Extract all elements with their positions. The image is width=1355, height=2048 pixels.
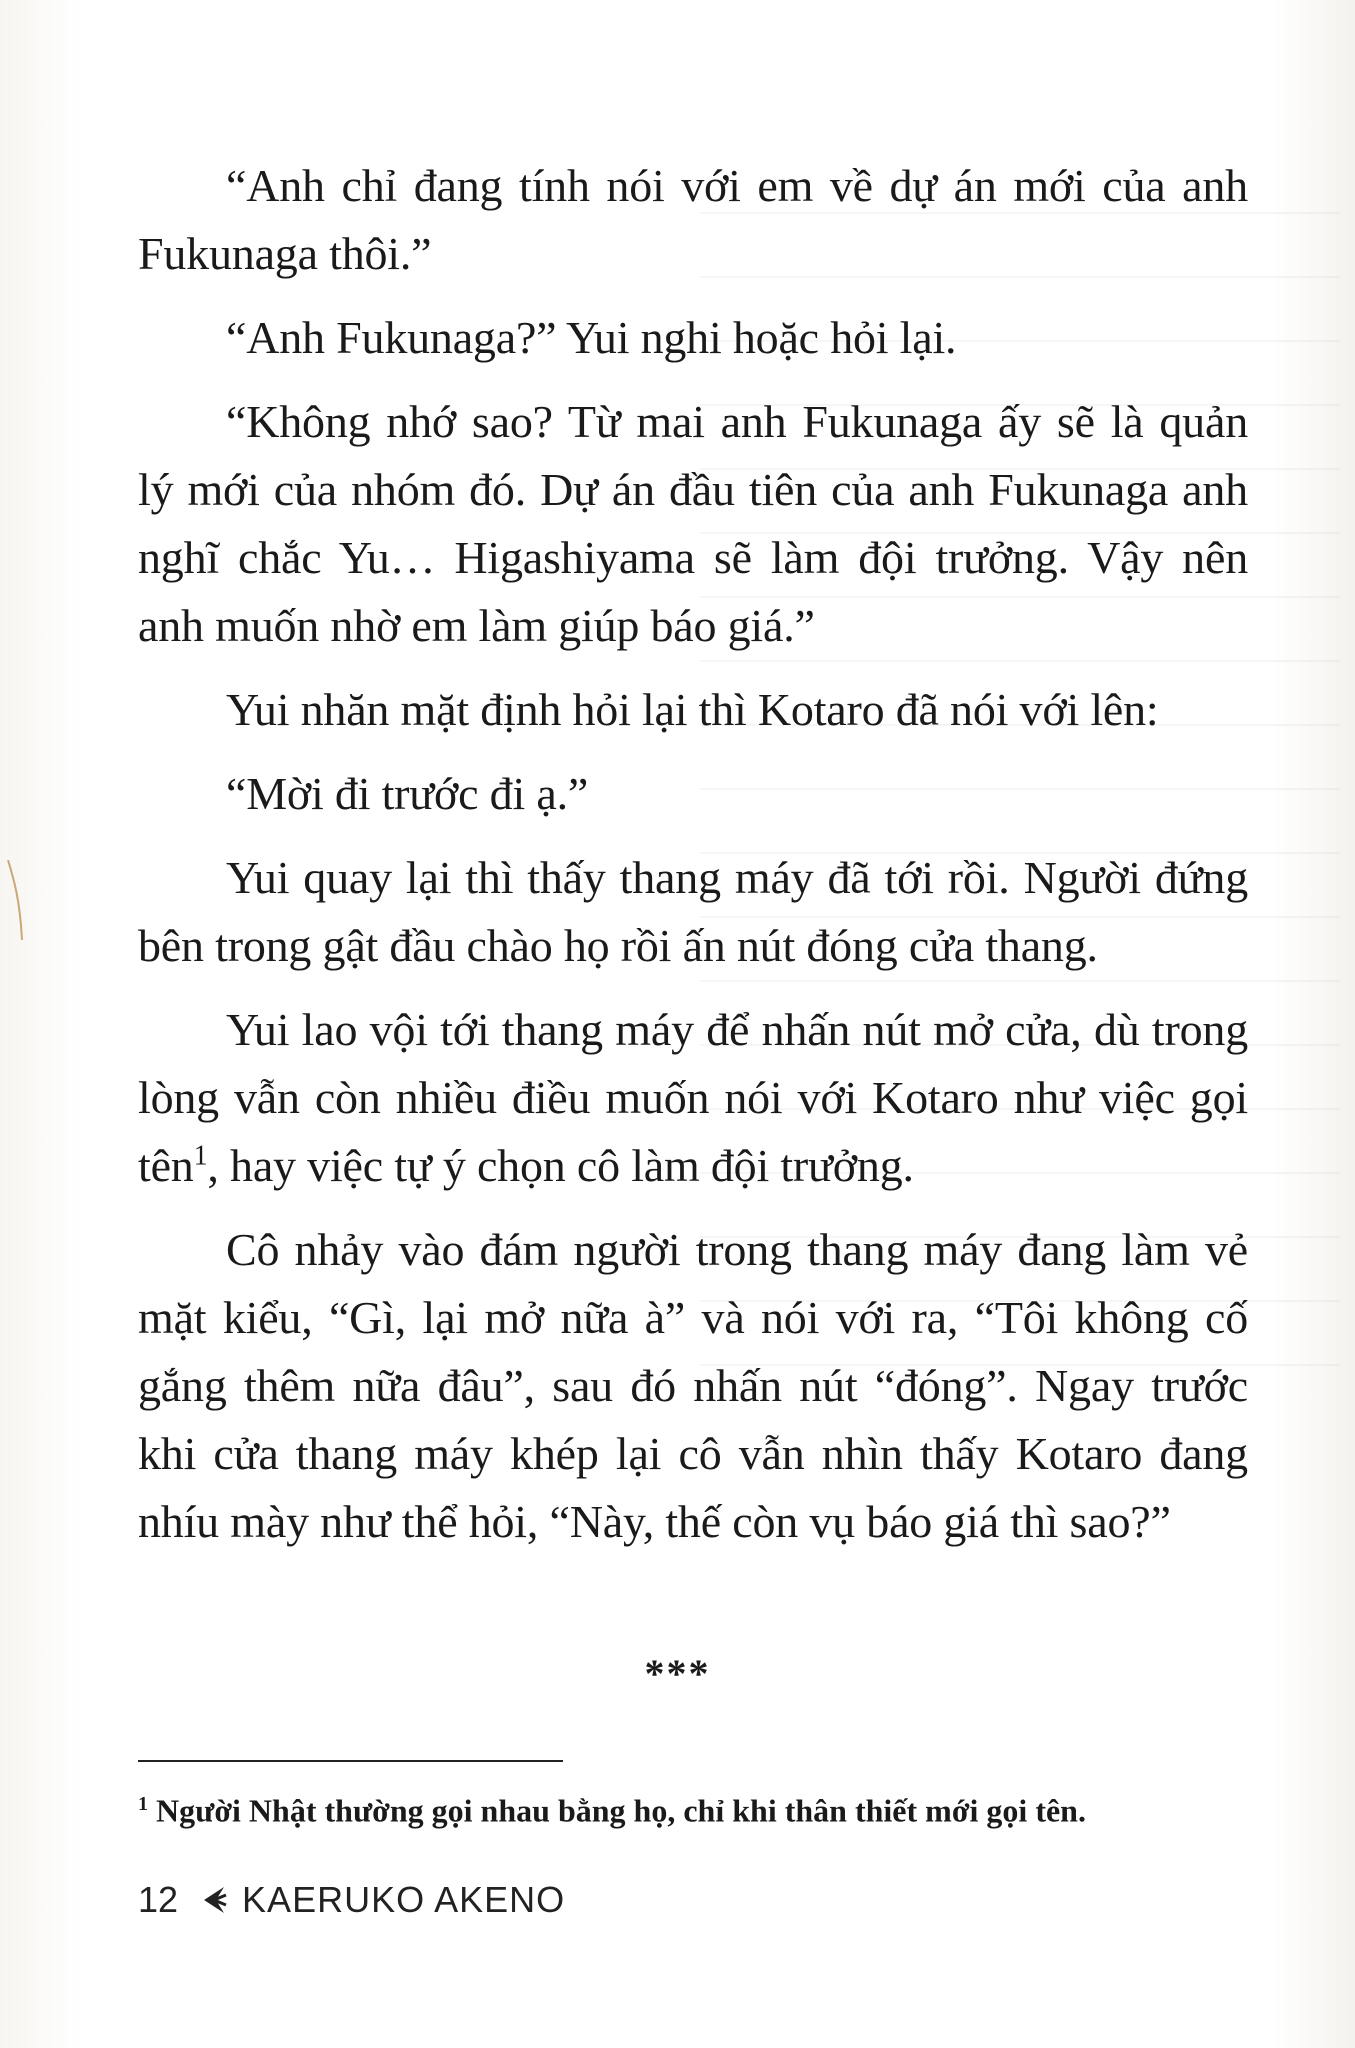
paragraph: “Không nhớ sao? Từ mai anh Fukunaga ấy sẽ là quản lý mới của nhóm đó. Dự án đầu tiên của anh Fukunaga anh nghĩ chắc Yu… Higashiyama sẽ làm đội trưởng. Vậy nên anh muốn nhờ em làm giúp báo giá.” (138, 396, 1248, 651)
paragraph (138, 996, 1248, 1200)
paragraph-text: Yui lao vội tới thang máy để nhấn nút mở cửa, dù trong lòng vẫn còn nhiều điều muốn nói với Kotaro như việc gọi tên (138, 1004, 1248, 1191)
paragraph: Cô nhảy vào đám người trong thang máy đang làm vẻ mặt kiểu, “Gì, lại mở nữa à” và nói với ra, “Tôi không cố gắng thêm nữa đâu”, sau đó nhấn nút “đóng”. Ngay trước khi cửa thang máy khép lại cô vẫn nhìn thấy Kotaro đang nhíu mày như thể hỏi, “Này, thế còn vụ báo giá thì sao?” (138, 1224, 1248, 1547)
paragraph: Yui nhăn mặt định hỏi lại thì Kotaro đã nói với lên: (226, 684, 1159, 735)
arrow-left-icon (196, 1883, 230, 1917)
footnote (138, 1782, 1248, 1833)
paragraph: “Anh Fukunaga?” Yui nghi hoặc hỏi lại. (226, 312, 957, 363)
page-number: 12 (138, 1879, 179, 1920)
paragraph: “Mời đi trước đi ạ.” (226, 768, 589, 819)
footnote-text: Người Nhật thường gọi nhau bằng họ, chỉ khi thân thiết mới gọi tên. (156, 1792, 1086, 1829)
paragraph: Yui quay lại thì thấy thang máy đã tới rồi. Người đứng bên trong gật đầu chào họ rồi ấn nút đóng cửa thang. (138, 852, 1248, 971)
paragraph: “Anh chỉ đang tính nói với em về dự án mới của anh Fukunaga thôi.” (138, 160, 1248, 279)
footnote-marker: 1 (138, 1793, 148, 1815)
section-break: *** (644, 1651, 711, 1696)
footnote-reference: 1 (193, 1140, 208, 1172)
page-edge-mark (0, 860, 32, 940)
footnote-divider (138, 1760, 563, 1762)
body-text (138, 152, 1248, 1572)
page-footer (138, 1872, 565, 1928)
paragraph-text: , hay việc tự ý chọn cô làm đội trưởng. (207, 1140, 914, 1191)
author-name: KAERUKO AKENO (242, 1879, 566, 1920)
